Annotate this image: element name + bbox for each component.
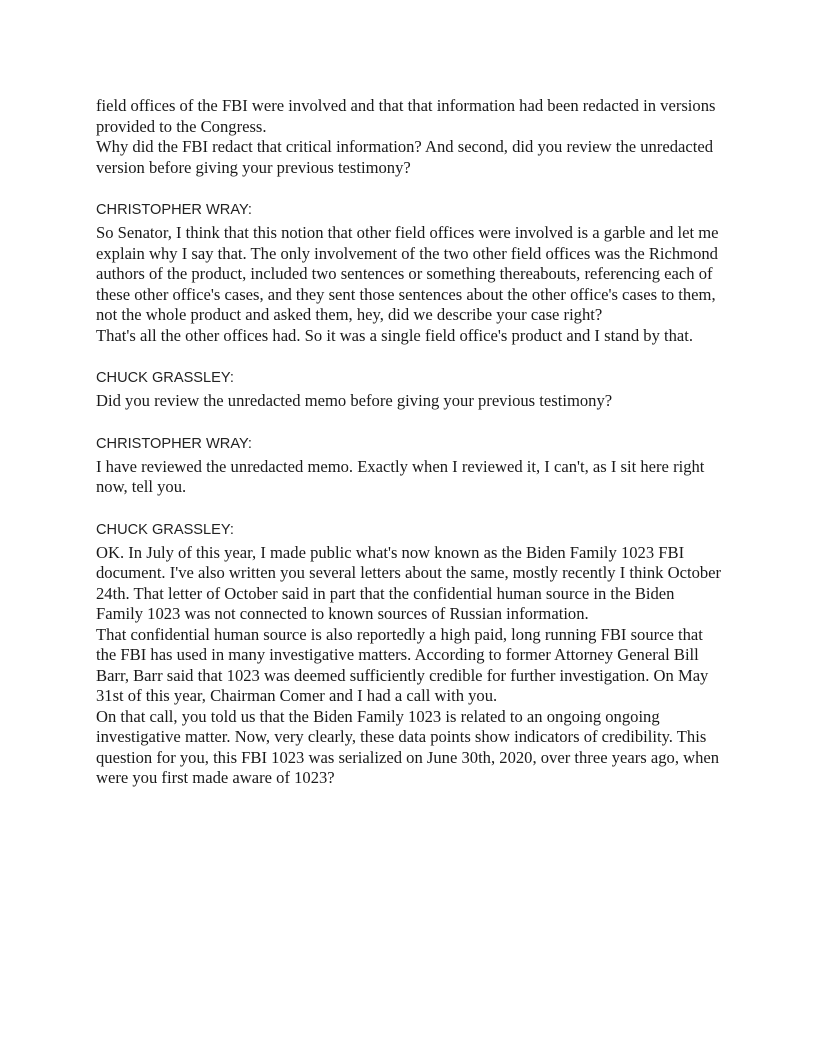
opening-question [96,96,722,178]
speaker-block-grassley-1 [96,369,722,412]
paragraph: I have reviewed the unredacted memo. Exactly when I reviewed it, I can't, as I sit here right now, tell you. [96,456,705,496]
paragraph: On that call, you told us that the Biden Family 1023 is related to an ongoing ongoing investigative matter. Now, very clearly, these data points show indicators of credibility. This question for you, this FBI 1023 was serialized on June 30th, 2020, over three years ago, when were you first made aware of 1023? [96,706,720,787]
paragraph: So Senator, I think that this notion that other field offices were involved is a garble and let me explain why I say that. The only involvement of the two other field offices was the Richmond authors of the product, included two sentences or something thereabouts, referencing each of these other office's cases, and they sent those sentences about the other office's cases to them, not the whole product and asked them, hey, did we describe your case right? [96,223,719,324]
paragraph: field offices of the FBI were involved and that that information had been redacted in versions provided to the Congress. [96,96,716,136]
speaker-label: CHUCK GRASSLEY: [96,370,234,386]
speaker-block-grassley-2 [96,521,722,789]
paragraph: Did you review the unredacted memo before giving your previous testimony? [96,391,613,410]
speaker-label: CHRISTOPHER WRAY: [96,435,252,452]
speaker-label: CHRISTOPHER WRAY: [96,202,252,218]
transcript-page [96,96,722,789]
paragraph: Why did the FBI redact that critical information? And second, did you review the unredacted version before giving your previous testimony? [96,137,713,177]
paragraph: That confidential human source is also reportedly a high paid, long running FBI source that the FBI has used in many investigative matters. According to former Attorney General Bill Barr, Barr said that 1023 was deemed sufficiently credible for further investigation. On May 31st of this year, Chairman Comer and I had a call with you. [96,624,709,705]
speaker-block-wray-2 [96,435,722,498]
speaker-label: CHUCK GRASSLEY: [96,521,234,538]
speaker-block-wray-1 [96,201,722,346]
paragraph: OK. In July of this year, I made public what's now known as the Biden Family 1023 FBI document. I've also written you several letters about the same, mostly recently I think October 24th. That letter of October said in part that the confidential human source in the Biden Family 1023 was not connected to known sources of Russian information. [96,542,722,623]
paragraph: That's all the other offices had. So it was a single field office's product and I stand by that. [96,325,694,345]
